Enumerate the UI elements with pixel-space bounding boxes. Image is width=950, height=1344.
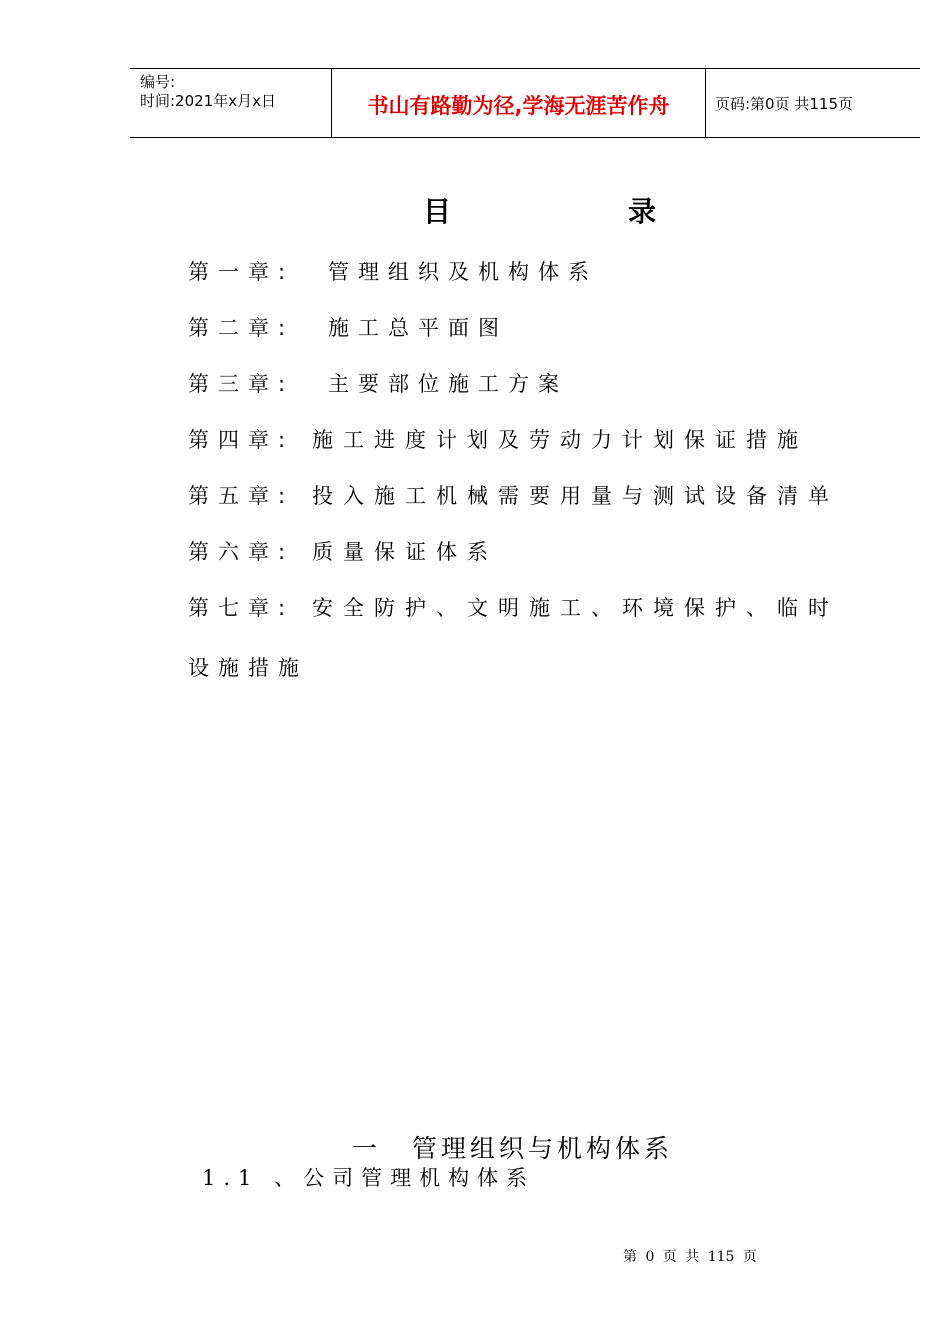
section-title: 管理组织与机构体系: [412, 1134, 674, 1163]
number-label: 编号:: [140, 73, 176, 91]
toc-item[interactable]: [188, 424, 808, 454]
toc-item-title: 施工进度计划及劳动力计划保证措施: [312, 428, 808, 452]
header-page-cell: [705, 69, 920, 137]
toc-item[interactable]: [188, 312, 508, 342]
toc-chapter: 第七章:: [188, 596, 295, 620]
toc-chapter: 第四章:: [188, 428, 295, 452]
header-meta-cell: [130, 69, 331, 137]
toc-item-title: 安全防护、文明施工、环境保护、临时: [312, 596, 839, 620]
toc-item-title: 主要部位施工方案: [328, 372, 568, 396]
toc-chapter: 第三章:: [188, 372, 295, 396]
toc-item[interactable]: [188, 480, 839, 510]
toc-item-title: 管理组织及机构体系: [328, 260, 598, 284]
header-motto-cell: [331, 69, 706, 137]
toc-chapter: 第五章:: [188, 484, 295, 508]
toc-chapter: 第二章:: [188, 316, 295, 340]
toc-title-right: 录: [628, 195, 657, 228]
page-footer: 第 0 页 共 115 页: [623, 1249, 757, 1265]
toc-item-title: 质量保证体系: [312, 540, 498, 564]
toc-item[interactable]: [188, 592, 839, 622]
toc-title: [0, 190, 950, 230]
subsection-heading: 1.1 、公司管理机构体系: [202, 1166, 536, 1190]
toc-item-title: 投入施工机械需要用量与测试设备清单: [312, 484, 839, 508]
toc-title-left: 目: [423, 195, 452, 228]
header-page-label: 页码:第0页 共115页: [715, 95, 853, 113]
motto-text: 书山有路勤为径,学海无涯苦作舟: [367, 94, 670, 118]
toc-chapter: 第一章:: [188, 260, 295, 284]
section-number: 一: [352, 1134, 378, 1163]
toc-chapter: 第六章:: [188, 540, 295, 564]
toc-item[interactable]: [188, 536, 498, 566]
toc-item[interactable]: [188, 368, 568, 398]
toc-item-title: 施工总平面图: [328, 316, 508, 340]
toc-continuation: 设施措施: [188, 656, 308, 680]
page-header: [130, 68, 920, 138]
toc-item[interactable]: [188, 256, 598, 286]
time-label: 时间:2021年x月x日: [140, 92, 276, 110]
section-heading: [352, 1129, 673, 1165]
